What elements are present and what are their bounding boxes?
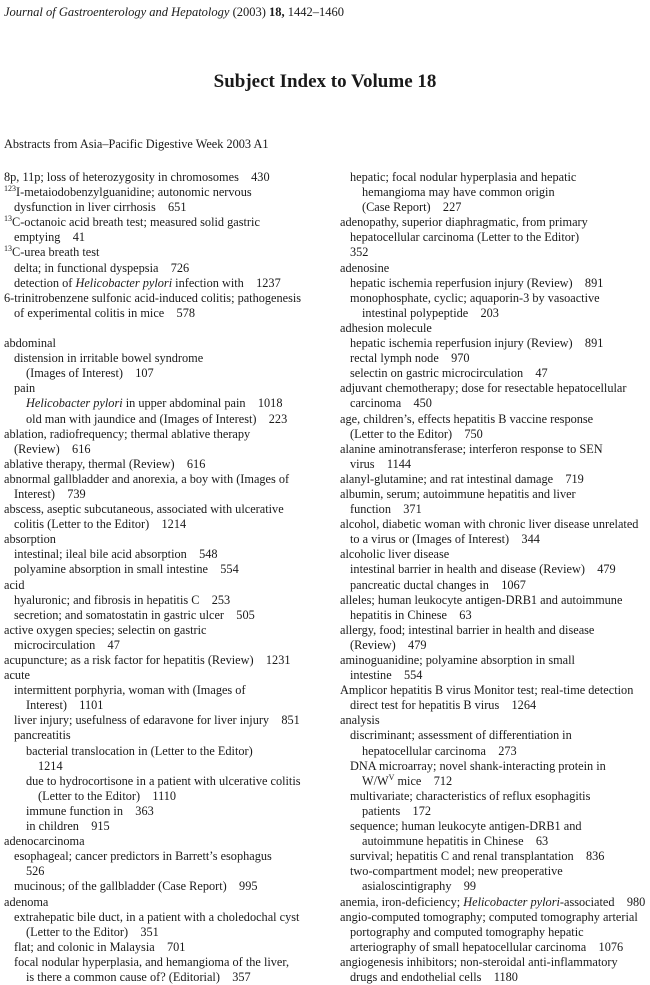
- index-entry: Interest) 1101: [26, 698, 104, 713]
- index-entry: hyaluronic; and fibrosis in hepatitis C 253: [14, 592, 231, 607]
- index-entry: aminoguanidine; polyamine absorption in small: [340, 653, 575, 667]
- index-entry: intestinal; ileal bile acid absorption 548: [14, 547, 218, 562]
- index-entry: of experimental colitis in mice 578: [14, 305, 195, 320]
- index-entry: adenosine: [340, 260, 390, 275]
- index-entry: anemia, iron-deficiency; Helicobacter pylori-associated 980: [340, 894, 646, 909]
- index-entry: 352: [350, 245, 369, 260]
- index-entry: esophageal; cancer predictors in Barrett’s esophagus: [14, 849, 272, 864]
- index-entry: 8p, 11p; loss of heterozygosity in chromosomes 430: [4, 170, 270, 184]
- index-entry: hepatitis in Chinese 63: [350, 607, 472, 622]
- index-entry: $^{123}$I-metaiodobenzylguanidine; autonomic nervous: [4, 184, 252, 200]
- index-entry: active oxygen species; selectin on gastric: [4, 622, 207, 637]
- index-entry: intestinal polypeptide 203: [362, 305, 499, 320]
- index-entry: bacterial translocation in (Letter to the Editor): [26, 743, 253, 758]
- index-entry: acupuncture; as a risk factor for hepatitis (Review) 1231: [4, 653, 291, 667]
- index-entry: direct test for hepatitis B virus 1264: [350, 698, 537, 713]
- index-entry: hepatic ischemia reperfusion injury (Review) 891: [350, 336, 604, 351]
- index-entry: is there a common cause of? (Editorial) 357: [26, 969, 251, 984]
- index-entry: hepatic; focal nodular hyperplasia and hepatic: [350, 170, 577, 184]
- index-entry: liver injury; usefulness of edaravone for liver injury 851: [14, 713, 300, 728]
- index-entry: in children 915: [26, 819, 110, 834]
- index-entry: detection of Helicobacter pylori infection with 1237: [14, 275, 281, 290]
- index-entry: $^{13}$C-urea breath test: [4, 244, 100, 260]
- index-entry: albumin, serum; autoimmune hepatitis and liver: [340, 486, 576, 501]
- index-entry: acute: [4, 668, 30, 683]
- index-entry: hepatocellular carcinoma (Letter to the Editor): [350, 230, 580, 245]
- index-entry: intestinal barrier in health and disease (Review) 479: [350, 562, 616, 577]
- index-entry: intermittent porphyria, woman with (Images of: [14, 683, 246, 698]
- index-entry: pancreatitis: [14, 728, 71, 743]
- index-entry: 526: [26, 864, 45, 879]
- index-entry: colitis (Letter to the Editor) 1214: [14, 517, 187, 532]
- index-entry: $W/W^V$ mice 712: [362, 772, 453, 788]
- index-entry: adhesion molecule: [340, 320, 432, 335]
- index-entry: portography and computed tomography hepatic: [350, 924, 584, 939]
- index-entry: selectin on gastric microcirculation 47: [350, 366, 548, 381]
- index-entry: alanyl-glutamine; and rat intestinal damage 719: [340, 471, 584, 486]
- index-entry: (Letter to the Editor) 351: [26, 924, 159, 939]
- index-entry: 6-trinitrobenzene sulfonic acid-induced colitis; pathogenesis: [4, 290, 302, 305]
- index-entry: extrahepatic bile duct, in a patient with a choledochal cyst: [14, 909, 300, 924]
- index-entry: allergy, food; intestinal barrier in health and disease: [340, 622, 595, 637]
- index-entry: arteriography of small hepatocellular carcinoma 1076: [350, 939, 624, 954]
- index-entry: to a virus or (Images of Interest) 344: [350, 532, 540, 547]
- index-entry: carcinoma 450: [350, 396, 432, 411]
- index-entry: angiogenesis inhibitors; non-steroidal anti-inflammatory: [340, 954, 618, 969]
- index-entry: flat; and colonic in Malaysia 701: [14, 939, 186, 954]
- index-entry: (Review) 616: [14, 441, 91, 456]
- index-entry: alanine aminotransferase; interferon response to SEN: [340, 441, 603, 456]
- index-entry: monophosphate, cyclic; aquaporin-3 by vasoactive: [350, 290, 600, 305]
- index-entry: (Case Report) 227: [362, 200, 462, 215]
- index-entry: hepatic ischemia reperfusion injury (Review) 891: [350, 275, 604, 290]
- index-entry: age, children’s, effects hepatitis B vaccine response: [340, 411, 594, 426]
- page-title: Subject Index to Volume 18: [213, 71, 437, 92]
- index-entry: ablation, radiofrequency; thermal ablative therapy: [4, 426, 251, 441]
- index-entry: emptying 41: [14, 230, 86, 245]
- index-entry: sequence; human leukocyte antigen-DRB1 and: [350, 819, 582, 834]
- index-entry: two-compartment model; new preoperative: [350, 864, 563, 879]
- index-entry: drugs and endothelial cells 1180: [350, 969, 518, 984]
- left-index-column: [4, 170, 326, 985]
- index-entry: alcoholic liver disease: [340, 547, 450, 562]
- index-entry: hemangioma may have common origin: [362, 185, 555, 200]
- index-entry: focal nodular hyperplasia, and hemangioma of the liver,: [14, 954, 290, 969]
- index-entry: adenocarcinoma: [4, 834, 85, 849]
- index-entry: DNA microarray; novel shank-interacting protein in: [350, 758, 606, 773]
- index-entry: 1214: [38, 758, 63, 773]
- index-entry: (Letter to the Editor) 1110: [38, 788, 177, 803]
- journal-volume: 18,: [269, 5, 285, 19]
- index-entry: mucinous; of the gallbladder (Case Report) 995: [14, 879, 258, 894]
- journal-name: Journal of Gastroenterology and Hepatology: [4, 5, 230, 19]
- index-entry: (Letter to the Editor) 750: [350, 426, 483, 441]
- index-entry: autoimmune hepatitis in Chinese 63: [362, 834, 549, 849]
- index-entry: immune function in 363: [26, 803, 154, 818]
- index-entry: intestine 554: [350, 668, 423, 683]
- index-entry: hepatocellular carcinoma 273: [362, 743, 517, 758]
- index-entry: virus 1144: [350, 456, 412, 471]
- index-entry: $^{13}$C-octanoic acid breath test; measured solid gastric: [4, 214, 260, 230]
- index-entry: abscess, aseptic subcutaneous, associated with ulcerative: [4, 502, 284, 517]
- index-entry: adenopathy, superior diaphragmatic, from primary: [340, 215, 588, 230]
- index-entry: polyamine absorption in small intestine 554: [14, 562, 239, 577]
- running-head: [4, 4, 344, 20]
- index-entry: Amplicor hepatitis B virus Monitor test; real-time detection: [340, 683, 634, 698]
- index-entry: distension in irritable bowel syndrome: [14, 351, 204, 366]
- index-entry: patients 172: [362, 803, 431, 818]
- index-entry: dysfunction in liver cirrhosis 651: [14, 200, 187, 215]
- index-entry: Interest) 739: [14, 486, 86, 501]
- index-entry: due to hydrocortisone in a patient with ulcerative colitis: [26, 773, 301, 788]
- index-entry: ablative therapy, thermal (Review) 616: [4, 456, 206, 471]
- index-entry: multivariate; characteristics of reflux esophagitis: [350, 788, 591, 803]
- index-entry: acid: [4, 577, 25, 592]
- index-entry: discriminant; assessment of differentiation in: [350, 728, 572, 743]
- index-entry: asialoscintigraphy 99: [362, 879, 477, 894]
- index-entry: alcohol, diabetic woman with chronic liver disease unrelated: [340, 517, 639, 532]
- journal-year: (2003): [232, 5, 266, 19]
- index-entry: rectal lymph node 970: [350, 351, 470, 366]
- abstracts-line: Abstracts from Asia–Pacific Digestive Week 2003 A1: [4, 137, 269, 151]
- index-entry: absorption: [4, 532, 56, 547]
- index-entry: adenoma: [4, 894, 49, 909]
- index-entry: function 371: [350, 502, 422, 517]
- index-entry: delta; in functional dyspepsia 726: [14, 260, 190, 275]
- index-entry: abdominal: [4, 336, 56, 351]
- index-entry: old man with jaundice and (Images of Interest) 223: [26, 411, 288, 426]
- index-entry: angio-computed tomography; computed tomography arterial: [340, 909, 638, 924]
- index-entry: pancreatic ductal changes in 1067: [350, 577, 526, 592]
- index-entry: adjuvant chemotherapy; dose for resectable hepatocellular: [340, 381, 627, 396]
- index-entry: pain: [14, 381, 36, 396]
- journal-pages: 1442–1460: [287, 5, 345, 19]
- index-entry: survival; hepatitis C and renal transplantation 836: [350, 849, 605, 864]
- index-entry: microcirculation 47: [14, 637, 120, 652]
- index-entry: (Review) 479: [350, 637, 427, 652]
- index-entry: (Images of Interest) 107: [26, 366, 154, 381]
- index-entry: abnormal gallbladder and anorexia, a boy with (Images of: [4, 471, 290, 486]
- index-entry: alleles; human leukocyte antigen-DRB1 and autoimmune: [340, 592, 623, 607]
- index-entry: secretion; and somatostatin in gastric ulcer 505: [14, 607, 255, 622]
- right-index-column: [340, 170, 650, 985]
- index-entry: analysis: [340, 713, 380, 728]
- index-entry: Helicobacter pylori in upper abdominal pain 1018: [26, 396, 283, 411]
